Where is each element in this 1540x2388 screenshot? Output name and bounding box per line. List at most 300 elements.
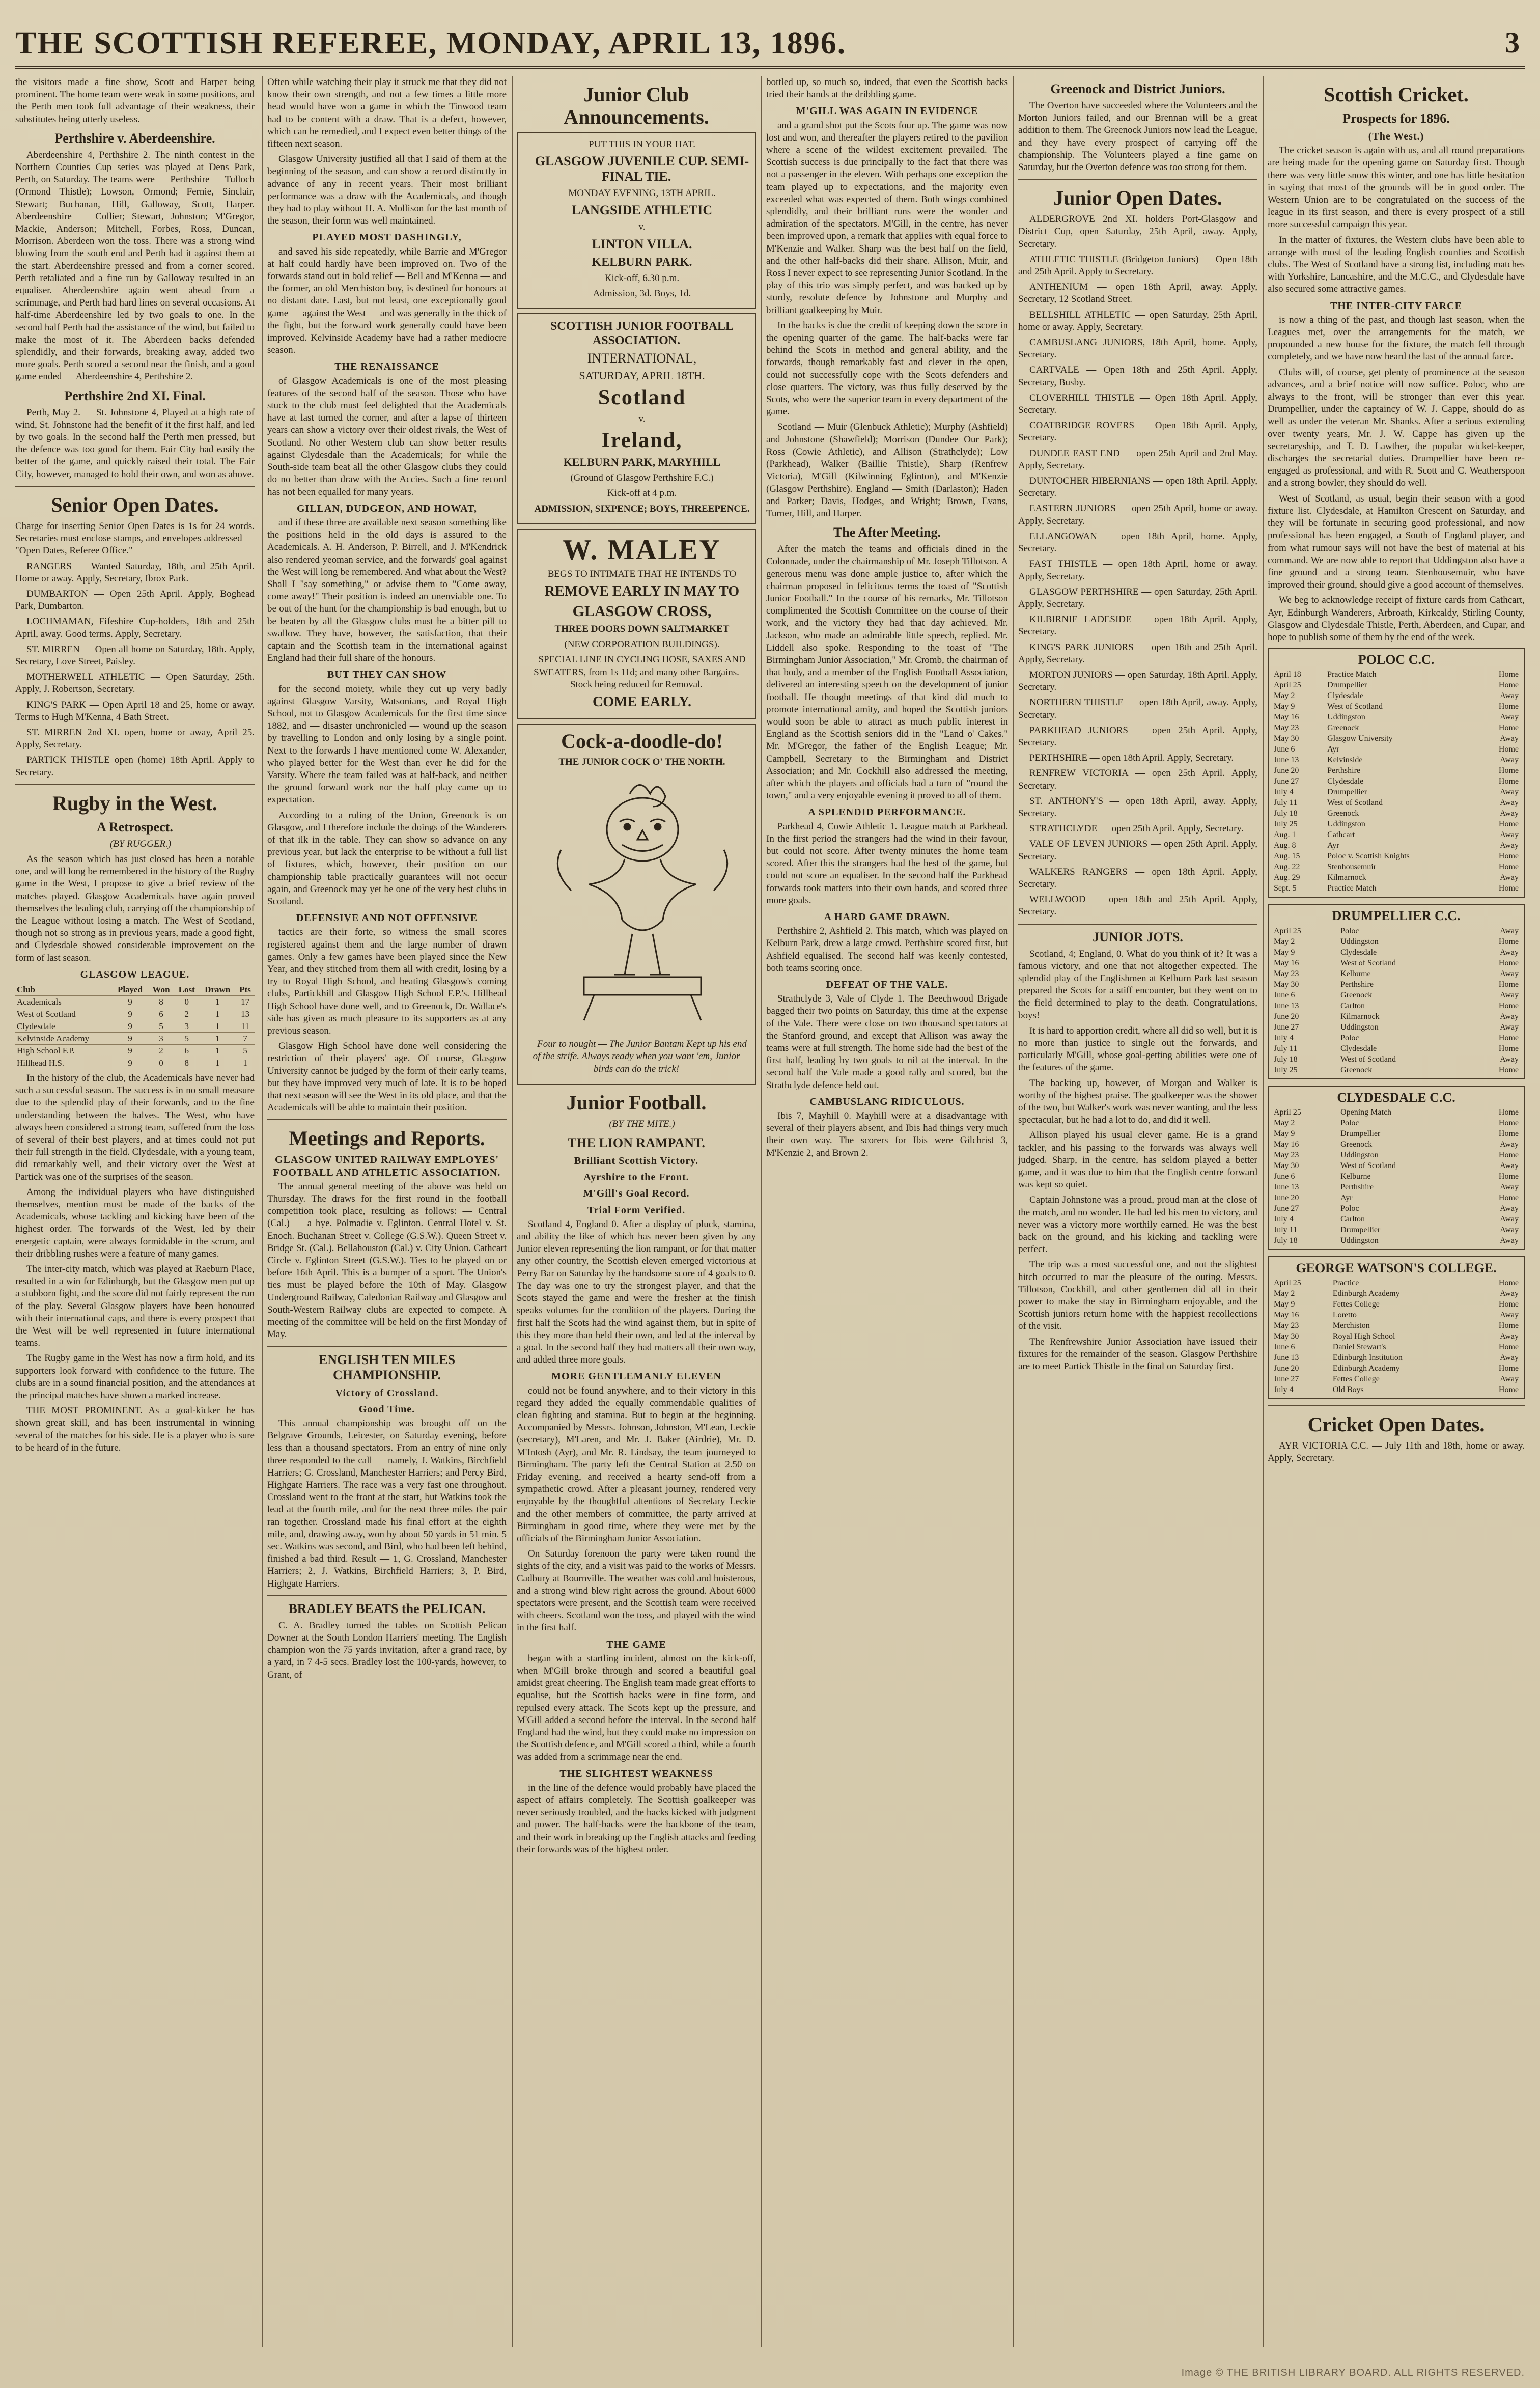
table-row [1273, 1139, 1520, 1150]
table-row [1273, 701, 1520, 712]
table-row [1273, 723, 1520, 733]
table-row [1273, 797, 1520, 808]
table-cell: Edinburgh Academy [1332, 1289, 1400, 1298]
table-cell: Away [1500, 1331, 1519, 1341]
table-cell: Away [1500, 873, 1519, 882]
table-cell: July 4 [1274, 1385, 1294, 1394]
article-text: We beg to acknowledge receipt of fixture cards from Cathcart, Ayr, Edinburgh Wanderers, Arbroath, Kirkcaldy, Stirling County, Glasgow and Clydesdale Thistle, Perth, Aberdeen, and Cupar, and hope to publish some of them by the end of the week. [1268, 595, 1525, 643]
table-cell: Uddingston [1340, 1150, 1379, 1159]
table-cell: Away [1500, 841, 1519, 850]
article-text: and if these three are available next season something like the positions held in the old days is assured to the Academicals. A. H. Anderson, P. Birrell, and J. M'Kendrick also rendered yeoman service, and the forwards' goal against the West will long be remembered. And what about the West? Shall I "say something," or advise them to "Come away, come away!" Their position is indeed an unenviable one. To be out of the hunt for the championship is bad enough, but to be beaten by all the Glasgow clubs must be a bitter pill to swallow. They have, however, the satisfaction, that their captain and the Scottish team in the international against England had their full share of the honours. [267, 517, 507, 664]
article-text: Glasgow High School have done well considering the restriction of their players' age. Of course, Glasgow University cannot be judged by the form of their early teams, but they have improved very much of late. It is to be hoped that next season will see the West in its old place, and that the Academicals will be able to maintain their position. [267, 1041, 507, 1114]
ad-line: BEGS TO INTIMATE THAT HE INTENDS TO [547, 568, 737, 579]
table-cell: June 6 [1274, 745, 1295, 754]
table-cell: Home [1498, 980, 1519, 989]
article-text: Often while watching their play it struck me that they did not know their own strength, and not a few times a little more head would have won a game in which the Tinwood team had to be content with a draw. That is a defect, however, which can be remedied, and I expect even better things of the fifteen next season. [267, 77, 507, 150]
table-row [1273, 755, 1520, 765]
table-cell: Away [1500, 948, 1519, 957]
ad-line: v. [638, 413, 646, 425]
article-text: As the season which has just closed has been a notable one, and will long be remembered in the history of the Rugby game in the West, I propose to give a brief review of the matches played. Glasgow Academicals have again proved themselves the leading club, carrying off the championship of the League without losing a match. The West of Scotland, though not so strong as in previous years, made a good fight, and Clydesdale showed considerable improvement on the form of last season. [15, 853, 255, 963]
table-cell: May 2 [1274, 1118, 1295, 1127]
table-row [1273, 872, 1520, 883]
table-header-cell: Played [112, 984, 148, 996]
article-text: is now a thing of the past, and though last season, when the Leagues met, over the arrangements for the match, we propounded a new house for the fixture, the match fell through completely, and we have now heard the last of the annual farce. [1268, 314, 1525, 363]
list-item: COATBRIDGE ROVERS — Open 18th April. Apply, Secretary. [1018, 420, 1257, 443]
list-item: ALDERGROVE 2nd XI. holders Port-Glasgow and District Cup, open Saturday, 25th April, away. Apply, Secretary. [1018, 214, 1257, 249]
table-row [1273, 1022, 1520, 1033]
list-item: DUNTOCHER HIBERNIANS — open 18th April. Apply, Secretary. [1018, 476, 1257, 499]
table-cell: July 11 [1274, 1225, 1298, 1234]
table-cell: 5 [236, 1044, 255, 1057]
table-row [15, 1032, 255, 1044]
table-cell: West of Scotland [1327, 702, 1383, 711]
table-cell: Ayr [1327, 745, 1339, 754]
table-cell: Away [1500, 1012, 1519, 1021]
table-row [1273, 979, 1520, 990]
table-cell: 3 [174, 1020, 199, 1032]
table-cell: Away [1500, 830, 1519, 840]
table-cell: 3 [148, 1032, 174, 1044]
table-cell: Home [1498, 1107, 1519, 1117]
ad-line: Admission, 3d. Boys, 1d. [593, 288, 691, 299]
table-row [1273, 1043, 1520, 1054]
table-row [1273, 1384, 1520, 1395]
ad-line: SCOTTISH JUNIOR FOOTBALL ASSOCIATION. [550, 320, 734, 348]
table-cell: 9 [112, 1044, 148, 1057]
list-item: WALKERS RANGERS — open 18th April. Apply, Secretary. [1018, 866, 1257, 890]
table-row [1273, 1150, 1520, 1160]
ad-line: (NEW CORPORATION BUILDINGS). [564, 639, 720, 650]
column-5 [1018, 76, 1257, 2347]
table-cell: Practice [1332, 1278, 1359, 1287]
table-cell: Cathcart [1327, 830, 1355, 840]
headline-perthshire-2nd: Perthshire 2nd XI. Final. [64, 388, 206, 403]
table-cell: July 4 [1274, 1214, 1294, 1224]
table-cell: July 11 [1274, 798, 1298, 808]
open-dates-list [15, 561, 255, 779]
article-text: The Rugby game in the West has now a firm hold, and its supporters look forward with confidence to the future. The clubs are in a sound financial position, and the attendances at the principal matches have shown a marked increase. [15, 1353, 255, 1401]
table-cell: Sept. 5 [1274, 884, 1297, 893]
table-cell: 7 [236, 1032, 255, 1044]
table-cell: 9 [112, 995, 148, 1008]
list-item: ST. MIRREN — Open all home on Saturday, 18th. Apply, Secretary, Love Street, Paisley. [15, 644, 255, 667]
divider [267, 1119, 507, 1120]
table-cell: Uddingston [1327, 820, 1365, 829]
table-cell: 17 [236, 995, 255, 1008]
table-cell: Poloc [1340, 926, 1359, 935]
table-cell: Home [1498, 958, 1519, 967]
list-item: DUNDEE EAST END — open 25th April and 2nd May. Apply, Secretary. [1018, 448, 1257, 471]
table-cell: Academicals [15, 995, 112, 1008]
list-item: KING'S PARK JUNIORS — open 18th and 25th April. Apply, Secretary. [1018, 642, 1257, 665]
fixture-club-title: CLYDESDALE C.C. [1337, 1090, 1455, 1105]
table-cell: Edinburgh Academy [1332, 1364, 1400, 1373]
table-cell: 8 [174, 1057, 199, 1069]
table-cell: 0 [174, 995, 199, 1008]
table-row [1273, 1065, 1520, 1075]
table-row [1273, 712, 1520, 723]
article-text: This annual championship was brought off on the Belgrave Grounds, Leicester, on Saturday evening, before less than a thousand spectators. From an entry of nine only three responded to the call — namely, J. Watkins, Birchfield Harriers; G. Crossland, Manchester Harriers; and Percy Bird, Highgate Harriers. The race was a very fast one throughout. Crossland went to the front at the start, but Watkins took the lead at the fourth mile, and for the next three miles the pair ran together. Crossland made his final effort at the eighth mile, and, drawing away, won by about 50 yards in 51 min. 5 sec. Watkins was second, and Bird, who had been left behind, finished a bad third. Result — 1, G. Crossland, Manchester Harriers; 2, J. Watkins, Birchfield Harriers; 3, P. Bird, Highgate Harriers. [267, 1418, 507, 1589]
table-cell: Away [1500, 1140, 1519, 1149]
table-cell: Away [1500, 713, 1519, 722]
table-cell: Home [1498, 1044, 1519, 1053]
table-row [1273, 1299, 1520, 1310]
table-cell: Glasgow University [1327, 734, 1393, 743]
table-cell: June 27 [1274, 1022, 1299, 1032]
table-cell: April 25 [1274, 681, 1301, 690]
list-item: CLOVERHILL THISTLE — Open 18th April. Apply, Secretary. [1018, 392, 1257, 416]
table-row [1273, 1011, 1520, 1022]
list-item: MORTON JUNIORS — open Saturday, 18th April. Apply, Secretary. [1018, 669, 1257, 693]
rooster-cartoon-illustration [523, 773, 756, 1033]
table-cell: July 18 [1274, 1054, 1298, 1064]
list-item: RENFREW VICTORIA — open 25th April. Apply, Secretary. [1018, 768, 1257, 791]
table-cell: 11 [236, 1020, 255, 1032]
table-cell: May 23 [1274, 724, 1299, 733]
article-text: and a grand shot put the Scots four up. The game was now lost and won, and thereafter the players retired to the pavilion where a scene of the wildest excitement prevailed. The Scottish success is due principally to the fact that there was not a passenger in the eleven. With perhaps one exception the team played up to expectations, and the majority even exceeded what was expected of them. Both wings combined splendidly, and their brilliant runs were the wonder and admiration of the spectators. M'Gill, in the centre, has never been improved upon, a remark that applies with equal force to M'Kenzie and Walker. Sharp was the best half on the field, and the other half-backs did their share. Allison, Muir, and Ross I never expect to see representing Junior Scotland. In the play of this trio was simply perfect, and was backed up by sturdy, resolute defence by Johnstone and Murphy and brilliant goalkeeping by Muir. [766, 120, 1008, 316]
table-row [1273, 851, 1520, 862]
table-row [1273, 840, 1520, 851]
table-cell: Uddingston [1340, 1236, 1379, 1245]
fixture-table [1273, 669, 1520, 894]
table-header-cell: Pts [236, 984, 255, 996]
table-row [1273, 1320, 1520, 1331]
table-cell: July 11 [1274, 1044, 1298, 1053]
article-text: The trip was a most successful one, and not the slightest hitch occurred to mar the pleasure of the outing. Messrs. Tillotson, Cockhill, and other gentlemen did all in their power to make the stay in Birmingham enjoyable, and the Scottish juniors return home with the happiest recollections of the visit. [1018, 1259, 1257, 1332]
table-cell: Aug. 1 [1274, 830, 1296, 840]
article-text: West of Scotland, as usual, begin their season with a good fixture list. Clydesdale, at Hamilton Crescent on Saturday, and they will be fortunate in securing good professional, and now professional has been engaged, a South of England player, and from what rumour says will not have the best of material at his command. We are now able to report that Uddingston also have a fine ground and a strong team. Stenhousemuir, who have improved their ground, should give a good account of themselves. [1268, 493, 1525, 591]
crosshead: DEFEAT OF THE VALE. [826, 979, 948, 991]
list-item: ELLANGOWAN — open 18th April, home. Apply, Secretary. [1018, 531, 1257, 554]
article-text: Aberdeenshire 4, Perthshire 2. The ninth contest in the Northern Counties Cup series was played at Dens Park, Perth, on Saturday. The teams were — Perthshire — Tulloch (Ormond Thistle); Lowson, Ormond; Fernie, Sinclair, Stewart; Buchanan, Hill, Galloway, Scott, Harper. Aberdeenshire — Collier; Stewart, Johnston; M'Gregor, Mackie, Anderson; Mitchell, Forbes, Ross, Duncan, Morrison. Aberdeen won the toss. There was a strong wind blowing from the south end and Perth had it against them at the start. Aberdeenshire pressed and from a corner scored. Perth retaliated and a fine run by Galloway resulted in an equaliser. Aberdeenshire again went ahead from a scrimmage, and Perth had hard lines on several occasions. At half-time Aberdeenshire led by two goals to one. In the second half Perth had the assistance of the wind, but failed to make the most of it. The Aberdeen backs defended splendidly, and their forwards, breaking away, added two more goals. Perth scored a second near the finish, and a good game ended — Aberdeenshire 4, Perthshire 2. [15, 149, 255, 382]
table-cell: Drumpellier [1340, 1225, 1381, 1234]
table-row [1273, 808, 1520, 819]
table-row [1273, 1001, 1520, 1011]
table-cell: May 30 [1274, 1161, 1299, 1170]
table-cell: May 2 [1274, 1289, 1295, 1298]
crosshead: BUT THEY CAN SHOW [327, 669, 446, 681]
table-row [1273, 776, 1520, 787]
article-text: On Saturday forenoon the party were taken round the sights of the city, and a visit was paid to the works of Messrs. Cadbury at Bournville. The weather was cold and boisterous, and a strong wind blew right across the ground. About 6000 spectators were present, and the Scottish team were received with cheers. Scotland won the toss, and played with the wind in the first half. [517, 1548, 756, 1633]
table-cell: West of Scotland [1340, 1161, 1396, 1170]
table-cell: Aug. 15 [1274, 852, 1300, 861]
table-cell: Home [1498, 1278, 1519, 1287]
table-row [1273, 1107, 1520, 1118]
subheadline: Ayrshire to the Front. [583, 1172, 689, 1183]
table-cell: June 13 [1274, 756, 1299, 765]
table-row [1273, 1310, 1520, 1320]
table-cell: Away [1500, 1022, 1519, 1032]
table-cell: Home [1498, 766, 1519, 775]
table-cell: Home [1498, 937, 1519, 946]
crosshead: CAMBUSLANG RIDICULOUS. [809, 1096, 965, 1107]
subheadline: M'Gill's Goal Record. [583, 1188, 690, 1200]
table-header-cell: Drawn [199, 984, 236, 996]
ad-line: THREE DOORS DOWN SALTMARKET [554, 624, 730, 635]
table-cell: 2 [148, 1044, 174, 1057]
table-cell: Home [1498, 1193, 1519, 1202]
table-cell: June 20 [1274, 1193, 1299, 1202]
list-item: KILBIRNIE LADESIDE — open 18th April. Apply, Secretary. [1018, 614, 1257, 637]
article-text: Clubs will, of course, get plenty of prominence at the season advances, and a brief notice will now suffice. Poloc, who are always to the front, will be stronger than ever this year. Drumpellier, under the captaincy of W. J. Cappe, should do as well as under the veteran Mr. Shanks. After a serious extending over twenty years, Mr. J. W. Cappe has given up the secretaryship, and T. D. Lawther, the popular wicket-keeper, discharges the secretarial duties. Drumpellier have been re-engaged as professional, and with R. Scott and C. Weatherspoon and a strong bowler, they should do well. [1268, 367, 1525, 489]
section-junior-open-dates: Junior Open Dates. [1053, 186, 1222, 210]
table-cell: July 18 [1274, 1236, 1298, 1245]
article-text: Ibis 7, Mayhill 0. Mayhill were at a disadvantage with several of their players absent, and Ibis had things very much their own way. The scorers for Ibis were Gilchrist 3, M'Kenzie 2, and Brown 2. [766, 1110, 1008, 1158]
article-text: bottled up, so much so, indeed, that even the Scottish backs tried their hands at the dribbling game. [766, 77, 1008, 100]
column-3 [517, 76, 756, 2347]
table-cell: Away [1500, 691, 1519, 701]
article-text: After the match the teams and officials dined in the Colonnade, under the chairmanship of Mr. Joseph Tillotson. A generous menu was done ample justice to, after which the chairman proposed in felicitous terms the toast of "Scottish Junior Football." In the course of his remarks, Mr. Tillotson complimented the Scottish Committee on the course of their work, and the victory they had that day achieved. Mr. Jackson, who made an admirable little speech, replied. Mr. Liddell also spoke. Responding to the toast of "The Birmingham Junior Association," Mr. Cromb, the chairman of that body, and a member of the English Football Association, delivered an interesting speech on the development of junior football. He thought meetings of that kind did much to promote international amity, and hoped the Scottish juniors would soon be able to attract as much public interest in England as the Scottish seniors did in the "Land o' Cakes." Mr. M'Gregor, the father of the English League; Mr. Campbell, Secretary to the Birmingham and District Association; and Mr. Cockhill also addressed the meeting, after which the players and officials had a turn of "round the town," and a very enjoyable evening it proved to all of them. [766, 544, 1008, 801]
table-row [1273, 1374, 1520, 1384]
table-cell: Home [1498, 777, 1519, 786]
table-cell: Away [1500, 1225, 1519, 1234]
cartoon-box [517, 724, 756, 1085]
article-text: Strathclyde 3, Vale of Clyde 1. The Beechwood Brigade bagged their two points on Saturday, this time at the expense of the Vale. There were close on two thousand spectators at the Stanford ground, and except that Allison was away the teams were at full strength. The home side had the best of the first half, leading by two goals to nil at the interval. In the second half the Vale made a good rally and scored, but the Strathclyde defence held out. [766, 993, 1008, 1091]
table-cell: Greenock [1340, 1140, 1373, 1149]
table-title: GLASGOW LEAGUE. [80, 968, 190, 980]
table-cell: 2 [174, 1008, 199, 1020]
table-cell: Aug. 29 [1274, 873, 1300, 882]
crosshead: A HARD GAME DRAWN. [824, 911, 950, 923]
table-cell: June 20 [1274, 1364, 1299, 1373]
table-row [15, 995, 255, 1008]
list-item: VALE OF LEVEN JUNIORS — open 25th April. Apply, Secretary. [1018, 839, 1257, 862]
fixture-club-title: DRUMPELLIER C.C. [1332, 908, 1461, 924]
table-cell: Away [1500, 798, 1519, 808]
table-cell: Drumpellier [1327, 681, 1367, 690]
table-cell: Hillhead H.S. [15, 1057, 112, 1069]
ad-line: LINTON VILLA. [592, 236, 692, 252]
table-cell: April 25 [1274, 1107, 1301, 1117]
fixture-table [1273, 926, 1520, 1075]
note-text: Charge for inserting Senior Open Dates is 1s for 24 words. Secretaries must enclose stamps, and envelopes addressed — "Open Dates, Referee Office." [15, 520, 255, 557]
table-cell: Uddingston [1340, 937, 1379, 946]
table-cell: Carlton [1340, 1214, 1365, 1224]
table-cell: Home [1498, 1065, 1519, 1074]
table-cell: May 2 [1274, 937, 1295, 946]
table-cell: Away [1500, 969, 1519, 978]
table-cell: Clydesdale [1327, 777, 1364, 786]
table-cell: Home [1498, 1118, 1519, 1127]
table-cell: Edinburgh Institution [1332, 1353, 1403, 1362]
table-cell: Uddingston [1327, 713, 1365, 722]
article-text: Among the individual players who have distinguished themselves, mention must be made of the backs of the Academicals, whose tackling and kicking have been of the highest order. The forwards of the West, led by their energetic captain, were always formidable in the scrum, and their dribbling rushes were a feature of many games. [15, 1186, 255, 1259]
article-text: began with a startling incident, almost on the kick-off, when M'Gill broke through and scored a beautiful goal amidst great cheering. The English team made great efforts to equalise, but the Scottish backs were in fine form, and repulsed every attack. The Scots kept up the pressure, and M'Gill added a second before the interval. In the second half England had the wind, but they could make no impression on the Scottish defence, and M'Gill scored a third, while a fourth was added from a scrimmage near the end. [517, 1653, 756, 1763]
table-cell: Clydesdale [1340, 948, 1377, 957]
table-cell: Away [1500, 1214, 1519, 1224]
table-row [1273, 947, 1520, 958]
table-cell: Away [1500, 1236, 1519, 1245]
table-cell: June 13 [1274, 1353, 1299, 1362]
table-cell: Poloc v. Scottish Knights [1327, 852, 1410, 861]
article-text: In the matter of fixtures, the Western clubs have been able to arrange with most of the leading English counties and Scottish clubs. The West of Scotland have a strong list, including matches with Yorkshire, Lancashire, and the M.C.C., and Clydesdale have also secured some attractive games. [1268, 234, 1525, 295]
table-row [15, 1057, 255, 1069]
table-cell: May 16 [1274, 1140, 1299, 1149]
table-cell: Stenhousemuir [1327, 863, 1377, 872]
column-rule [512, 76, 513, 2347]
ad-line: COME EARLY. [593, 694, 691, 710]
table-cell: Perthshire [1340, 980, 1374, 989]
table-cell: May 23 [1274, 1321, 1299, 1330]
table-row [1273, 744, 1520, 755]
fixture-box [1268, 1256, 1525, 1399]
table-cell: Away [1500, 1289, 1519, 1298]
article-text: Captain Johnstone was a proud, proud man at the close of the match, and no wonder. He had led his men to victory, and never was a victory more worthily earned. He was the best back on the ground, and his kicking and tackling were perfect. [1018, 1195, 1257, 1255]
list-item: FAST THISTLE — open 18th April, home or away. Apply, Secretary. [1018, 559, 1257, 582]
table-row [15, 1008, 255, 1020]
masthead [15, 20, 1525, 69]
table-row [1273, 1160, 1520, 1171]
list-item: WELLWOOD — open 18th and 25th April. Apply, Secretary. [1018, 894, 1257, 918]
table-cell: Drumpellier [1340, 1129, 1381, 1138]
table-row [1273, 1225, 1520, 1235]
table-row [1273, 680, 1520, 690]
list-item: PERTHSHIRE — open 18th April. Apply, Secretary. [1029, 753, 1234, 764]
table-cell: Home [1498, 670, 1519, 679]
table-cell: 0 [148, 1057, 174, 1069]
table-cell: Home [1498, 1150, 1519, 1159]
league-table [15, 984, 255, 1069]
column-6 [1268, 76, 1525, 2347]
list-item: ATHLETIC THISTLE (Bridgeton Juniors) — Open 18th and 25th April. Apply to Secretary. [1018, 254, 1257, 277]
table-cell: West of Scotland [1327, 798, 1383, 808]
list-item: ST. MIRREN 2nd XI. open, home or away, April 25. Apply, Secretary. [15, 727, 255, 751]
table-cell: Greenock [1327, 724, 1359, 733]
table-cell: Practice Match [1327, 670, 1377, 679]
article-text: The Renfrewshire Junior Association have issued their fixtures for the remainder of the season. Glasgow Perthshire are to meet Partick Thistle in the final on Saturday first. [1018, 1336, 1257, 1372]
article-text: The cricket season is again with us, and all round preparations are being made for the opening game on Saturday first. Though there was very little snow this winter, and one has little hesitation in saying that most of the grounds will be in good order. The Western Union are to be congratulated on the success of the league in its first season, and there is every prospect of a still more successful campaign this year. [1268, 145, 1525, 230]
article-text: In the history of the club, the Academicals have never had such a successful season. The success is in no small measure due to the splendid play of their forwards, and to the fine understanding between the halves. The West, who have always been considered a strong team, suffered from the loss of several of their best players, and at times could not put their full strength in the field. Clydesdale, with a young team, did remarkably well, and their victory over the West at Partick was one of the surprises of the season. [15, 1072, 255, 1182]
table-row [1273, 1033, 1520, 1043]
table-row [1273, 829, 1520, 840]
subheadline: Trial Form Verified. [587, 1204, 686, 1216]
table-cell: June 13 [1274, 1001, 1299, 1010]
ad-line: SPECIAL LINE IN CYCLING HOSE, SAXES AND SWEATERS, from 1s 11d; and many other Bargains. Stock being reduced for Removal. [534, 654, 746, 690]
table-cell: 1 [199, 1020, 236, 1032]
table-cell: Home [1498, 1129, 1519, 1138]
column-4 [766, 76, 1008, 2347]
subheadline: Good Time. [358, 1403, 415, 1415]
divider [15, 486, 255, 487]
article-text: Allison played his usual clever game. He is a grand tackler, and his passing to the forwards was always well judged. Sharp, in the centre, has seldom played a better game, and it was due to him that the English centre forward was kept so quiet. [1018, 1130, 1257, 1190]
fixture-lists [1268, 648, 1525, 1399]
junior-open-dates-list [1018, 213, 1257, 918]
table-cell: 9 [112, 1032, 148, 1044]
table-cell: May 30 [1274, 1331, 1299, 1341]
table-row [1273, 1331, 1520, 1342]
table-row [1273, 787, 1520, 797]
table-cell: Home [1498, 1033, 1519, 1042]
article-text: C. A. Bradley turned the tables on Scottish Pelican Downer at the South London Harriers' meeting. The English champion won the 75 yards invitation, after a grand race, by a yard, in 7 4-5 secs. Bradley lost the 100-yards, however, to Grant, of [267, 1620, 507, 1680]
table-row [1273, 1192, 1520, 1203]
table-cell: Poloc [1340, 1033, 1359, 1042]
ad-line: KELBURN PARK. [592, 255, 692, 269]
section-junior-football: Junior Football. [566, 1091, 707, 1114]
table-cell: May 9 [1274, 1129, 1295, 1138]
cartoon-caption: Four to nought — The Junior Bantam Kept up his end of the strife. Always ready when you want 'em, Junior birds can do the trick! [533, 1039, 747, 1074]
table-cell: Ayr [1340, 1193, 1353, 1202]
masthead-title: THE SCOTTISH REFEREE, MONDAY, APRIL 13, 1896. [15, 26, 847, 61]
table-cell: Ayr [1327, 841, 1339, 850]
table-cell: Home [1498, 820, 1519, 829]
table-row [1273, 1278, 1520, 1288]
table-cell: Perthshire [1340, 1182, 1374, 1191]
headline-after-meeting: The After Meeting. [833, 525, 941, 540]
crosshead: DEFENSIVE AND NOT OFFENSIVE [296, 912, 478, 924]
table-cell: May 30 [1274, 734, 1299, 743]
table-cell: Home [1498, 1001, 1519, 1010]
section-junior-club-announcements: Junior Club Announcements. [564, 83, 709, 128]
article-text: tactics are their forte, so witness the small scores registered against them and the large number of drawn games. Only a few games have been played since the New Year, and they stitched from them all with credit, losing by a try to Royal High School, and beating Glasgow's coming clubs, Partickhill and Glasgow High School F.P.'s. Hillhead High School have done well, and to Greenock, Dr. Wallace's side has given as much pleasure to its supporters as at any previous season. [267, 927, 507, 1037]
ad-name: W. MALEY [563, 534, 721, 566]
section-rugby-in-the-west: Rugby in the West. [52, 791, 217, 815]
table-cell: Home [1498, 852, 1519, 861]
table-cell: Home [1498, 702, 1519, 711]
article-text: in the line of the defence would probably have placed the aspect of affairs completely. The Scottish goalkeeper was never seriously troubled, and the backs kicked with judgment and power. The half-backs were the backbone of the team, and their work in breaking up the English attacks and feeding their forwards was of the highest order. [517, 1782, 756, 1855]
table-cell: Kelburne [1340, 969, 1371, 978]
table-row [1273, 1352, 1520, 1363]
table-row [1273, 926, 1520, 936]
ad-line: MONDAY EVENING, 13TH APRIL. [568, 188, 716, 199]
crosshead: THE INTER-CITY FARCE [1330, 300, 1462, 312]
table-row [1273, 1235, 1520, 1246]
table-cell: Away [1500, 1054, 1519, 1064]
table-cell: West of Scotland [15, 1008, 112, 1020]
table-cell: Away [1500, 1374, 1519, 1383]
table-cell: 6 [148, 1008, 174, 1020]
ad-line: GLASGOW JUVENILE CUP. SEMI-FINAL TIE. [535, 154, 749, 184]
column-rule [1013, 76, 1014, 2347]
article-text: The annual general meeting of the above was held on Thursday. The draws for the first round in the football competition took place, resulting as follows: — Central (Cal.) — a bye. Polmadie v. Eglinton. Central Hotel v. St. Enoch. Buchanan Street v. College (G.S.W.). Queen Street v. Bridge St. (Cal.). Bellahouston (Cal.) v. City Union. Cathcart Circle v. Eglinton Street (G.S.W.). Ties to be played on or before 16th April. This is a bumper of a sport. The Union's ties must be played before the 10th of May. Glasgow Underground Railway, Caledonian Railway and Glasgow and South-Western Railway clubs are expected to compete. A meeting of the committee will be held on the first Monday of May. [267, 1181, 507, 1340]
article-text: Scotland 4, England 0. After a display of pluck, stamina, and ability the like of which has never been given by any Junior eleven representing the lion rampant, or for that matter any other country, the Scottish eleven emerged victorious at Perry Bar on Saturday by the handsome score of 4 goals to 0. The day was one to try the strongest player, and that the Scots stayed the game and were the fresher at the finish speaks volumes for the condition of the players. During the first half the Scots had the wind against them, but in spite of this they more than held their own, and led at the interval by a goal. In the second half they had matters all their own way, and added three more goals. [517, 1218, 756, 1366]
ad-line: LANGSIDE ATHLETIC [571, 203, 713, 218]
table-cell: April 25 [1274, 926, 1301, 935]
table-row [15, 1044, 255, 1057]
list-item: BELLSHILL ATHLETIC — open Saturday, 25th April, home or away. Apply, Secretary. [1018, 309, 1257, 332]
section-senior-open-dates: Senior Open Dates. [51, 493, 219, 516]
list-item: ST. ANTHONY'S — open 18th April, away. Apply, Secretary. [1018, 795, 1257, 819]
table-cell: Home [1498, 1321, 1519, 1330]
column-2 [267, 76, 507, 2347]
article-text: Perth, May 2. — St. Johnstone 4, Played at a high rate of wind, St. Johnstone had the benefit of it the first half, and led by two goals. In the second half the Perth men pressed, but the defence was too good for them. Fair City had easily the better of the game, and quickly raised their total. The Fair City, however, managed to hold their own, and won as above. [15, 407, 255, 480]
ad-line: INTERNATIONAL, [587, 351, 697, 366]
table-row [1273, 765, 1520, 776]
article-text: THE MOST PROMINENT. As a goal-kicker he has shown great skill, and has been instrumental in winning several of the matches for his side. He is a player who is sure to be heard of in the future. [15, 1405, 255, 1453]
table-cell: Home [1498, 863, 1519, 872]
divider [1018, 179, 1257, 180]
divider [15, 784, 255, 785]
table-cell: Royal High School [1332, 1331, 1395, 1341]
ad-line: KELBURN PARK, MARYHILL [563, 456, 721, 469]
table-cell: Away [1500, 734, 1519, 743]
table-cell: Away [1500, 1182, 1519, 1191]
table-cell: Away [1500, 1353, 1519, 1362]
table-cell: Home [1498, 724, 1519, 733]
article-text: Scotland — Muir (Glenbuck Athletic); Murphy (Ashfield) and Johnstone (Shawfield); Morrison (Dundee Our Park); Ross (Cowie Athletic), and Allison (Strathclyde); Low (Parkhead), Walker (Baillie Thistle), Sharp (Renfrew Victoria), M'Gill (Kilwinning Eglinton), and M'Kenzie (Glasgow Perthshire). England — Smith (Darlaston); Haden and Parker; Davis, Hodges, and Wright; Brown, Evans, Turner, Hill, and Harper. [766, 422, 1008, 519]
list-item: LOCHMAMAN, Fifeshire Cup-holders, 18th and 25th April, away. Good terms. Apply, Secretary. [15, 616, 255, 640]
list-item: RANGERS — Wanted Saturday, 18th, and 25th April. Home or away. Apply, Secretary, Ibrox Park. [15, 561, 255, 584]
list-item: CARTVALE — Open 18th and 25th April. Apply, Secretary, Busby. [1018, 365, 1257, 388]
table-cell: Aug. 8 [1274, 841, 1296, 850]
ad-line: Scotland [598, 386, 686, 410]
table-cell: Away [1500, 809, 1519, 818]
table-cell: Daniel Stewart's [1332, 1342, 1386, 1351]
subheadline: THE LION RAMPANT. [568, 1135, 705, 1151]
table-cell: Away [1500, 1161, 1519, 1170]
divider [267, 1346, 507, 1347]
table-cell: Greenock [1340, 1065, 1373, 1074]
list-item: STRATHCLYDE — open 25th April. Apply, Secretary. [1029, 823, 1244, 835]
